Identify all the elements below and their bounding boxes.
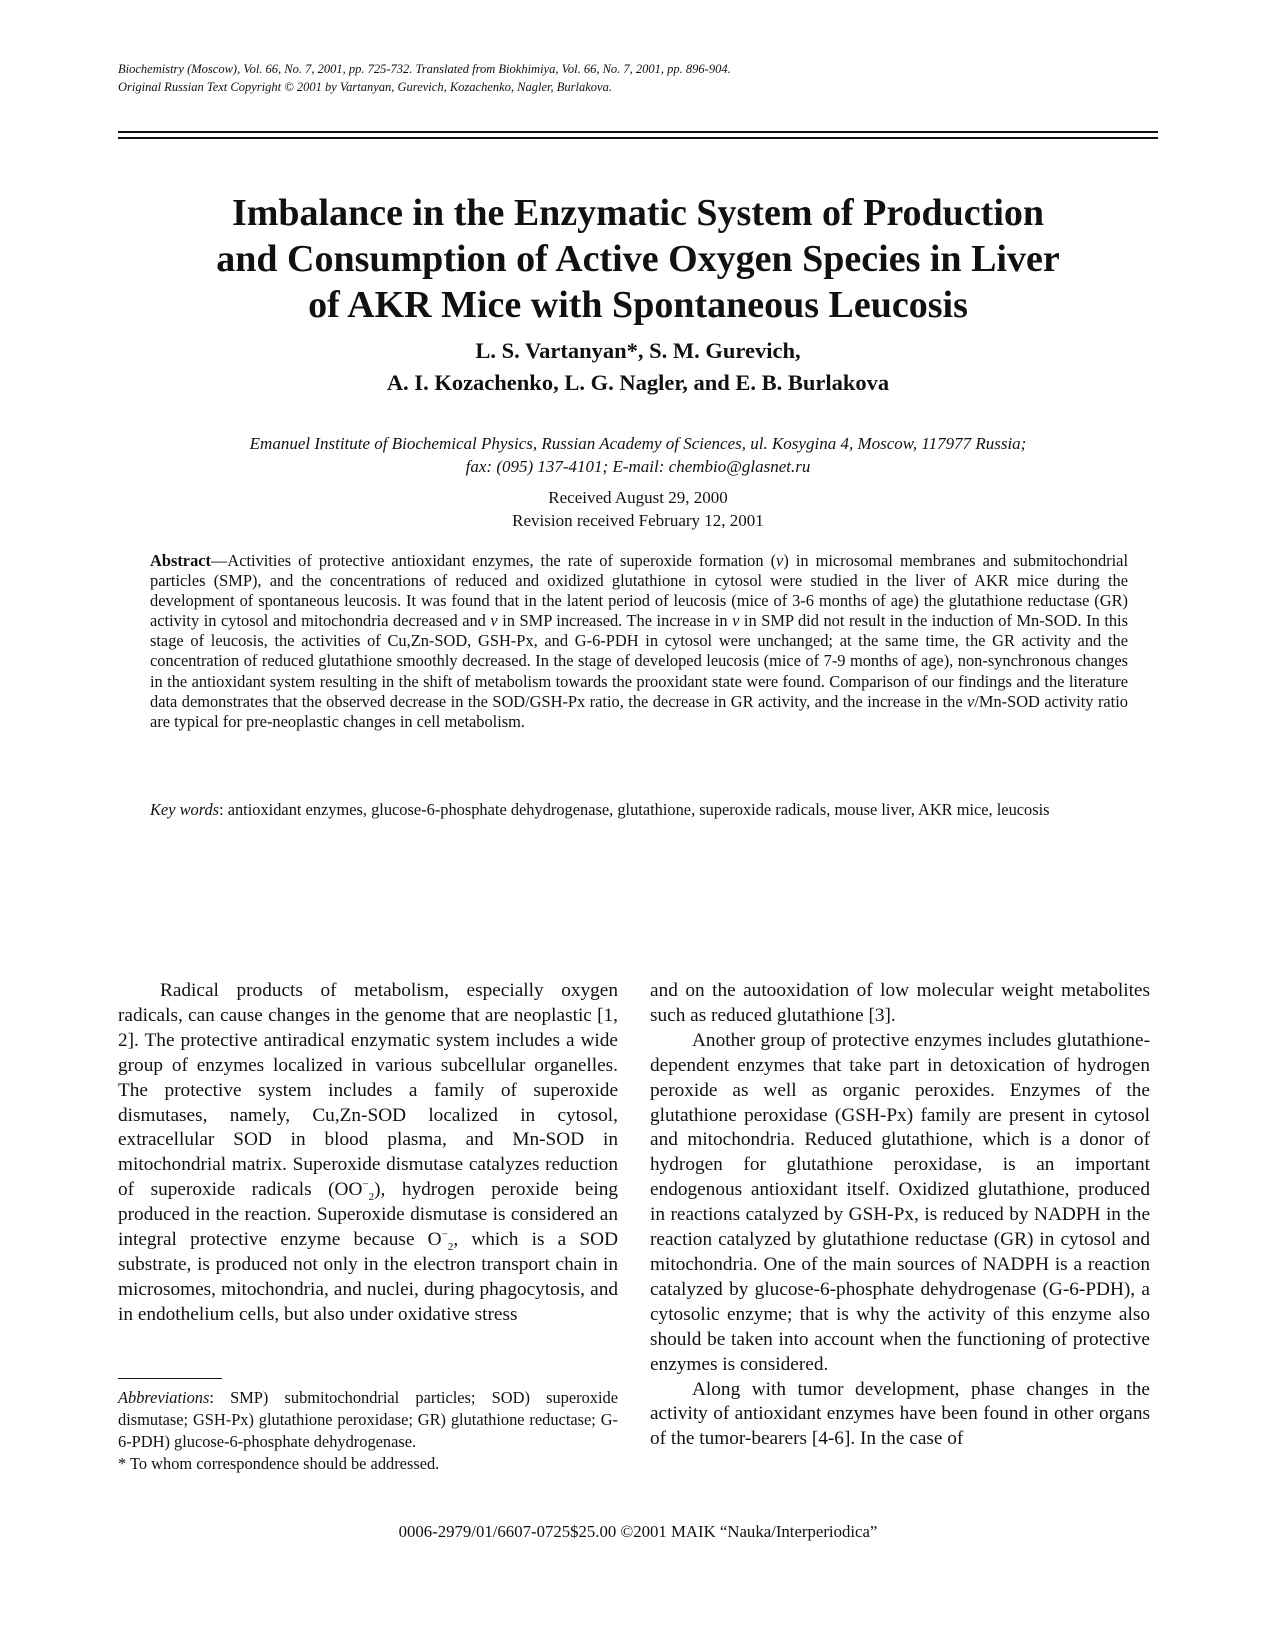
- abstract-text-2: ) in microsomal membranes and submitochondrial particles (SMP), and the concentrations of reduced and oxidized glutathione in cytosol were studied in the liver of AKR mice during the development of spontaneous leucosis. It was found that in the latent period of leucosis (mice of 3-6 months of age) the glutathione reductase (GR) activity in cytosol and mitochondria decreased and: [150, 551, 1129, 631]
- abstract-dash: —: [211, 551, 228, 570]
- header-rule-bottom: [118, 137, 1158, 139]
- body-text: Radical products of metabolism, especially oxygen radicals, can cause changes in the genome that are neoplastic [1, 2]. The protective antiradical enzymatic system includes a wide group of enzymes localized in various subcellular organelles. The protective system includes a family of superoxide dismutases, namely, Cu,Zn-SOD localized in cytosol, extracellular SOD in blood plasma, and Mn-SOD in mitochondrial matrix. Superoxide dismutase catalyzes reduction of superoxide radicals (O: [118, 980, 618, 1201]
- keywords-label: Key words: [150, 800, 220, 819]
- body-paragraph: Along with tumor development, phase changes in the activity of antioxidant enzymes have been found in other organs of the tumor-bearers [4-6]. In the case of: [650, 1378, 1150, 1450]
- superoxide-subscript: 2: [447, 1240, 454, 1253]
- superoxide-formula: [441, 1228, 454, 1253]
- received-dates: [118, 486, 1158, 532]
- journal-line-1: Biochemistry (Moscow), Vol. 66, No. 7, 2001, pp. 725-732. Translated from Biokhimiya, Vol. 66, No. 7, 2001, pp. 896-904.: [118, 62, 731, 76]
- title-line-3: of AKR Mice with Spontaneous Leucosis: [308, 284, 968, 326]
- body-column-right: [650, 979, 1150, 1452]
- authors-line-1: L. S. Vartanyan*, S. M. Gurevich,: [475, 338, 801, 363]
- superoxide-subscript: 2: [368, 1191, 375, 1204]
- author-list: [118, 335, 1158, 399]
- abbreviations-text: : SMP) submitochondrial particles; SOD) superoxide dismutase; GSH-Px) glutathione peroxidase; GR) glutathione reductase; G-6-PDH) glucose-6-phosphate dehydrogenase.: [118, 1388, 618, 1451]
- title-line-1: Imbalance in the Enzymatic System of Production: [231, 192, 1045, 234]
- abstract: [150, 551, 1128, 732]
- copyright-line: 0006-2979/01/6607-0725$25.00 ©2001 MAIK “Nauka/Interperiodica”: [398, 1522, 878, 1541]
- abstract-label: Abstract: [150, 551, 211, 570]
- affiliation: [118, 432, 1158, 478]
- abstract-text-3: in SMP increased. The increase in: [497, 611, 733, 631]
- abbreviations-label: Abbreviations: [118, 1388, 210, 1407]
- keywords-text: : antioxidant enzymes, glucose-6-phosphate dehydrogenase, glutathione, superoxide radicals, mouse liver, AKR mice, leucosis: [219, 800, 1050, 819]
- abstract-v: v: [732, 611, 740, 631]
- body-paragraph: Another group of protective enzymes includes glutathione-dependent enzymes that take part in detoxication of hydrogen peroxide as well as organic peroxides. Enzymes of the glutathione peroxidase (GSH-Px) family are present in cytosol and mitochondria. Reduced glutathione, which is a donor of hydrogen for glutathione peroxidase, is an important endogenous antioxidant itself. Oxidized glutathione, produced in reactions catalyzed by GSH-Px, is reduced by NADPH in the reaction catalyzed by glutathione reductase (GR) in cytosol and mitochondria. One of the main sources of NADPH is a reaction catalyzed by glucose-6-phosphate dehydrogenase (G-6-PDH), a cytosolic enzyme; that is why the activity of this enzyme also should be taken into account when the functioning of protective enzymes is considered.: [650, 1029, 1150, 1375]
- abstract-v: v: [776, 551, 784, 570]
- abstract-v: v: [967, 691, 975, 711]
- body-text: , which is a SOD substrate, is produced not only in the electron transport chain in microsomes, mitochondria, and nuclei, during phagocytosis, and in endothelium cells, but also under oxidative stress: [118, 1229, 618, 1325]
- body-paragraph: and on the autooxidation of low molecular weight metabolites such as reduced glutathione [3].: [650, 980, 1150, 1026]
- superoxide-charge: −: [362, 1178, 369, 1191]
- abstract-text-4: in SMP did not result in the induction of Mn-SOD. In this stage of leucosis, the activities of Cu,Zn-SOD, GSH-Px, and G-6-PDH in cytosol were unchanged; at the same time, the GR activity and the concentration of reduced glutathione smoothly decreased. In the stage of developed leucosis (mice of 7-9 months of age), non-synchronous changes in the antioxidant system resulting in the shift of metabolism towards the prooxidant state were found. Comparison of our findings and the literature data demonstrates that the observed decrease in the SOD/GSH-Px ratio, the decrease in GR activity, and the increase in the: [150, 611, 1128, 711]
- header-rule-top: [118, 131, 1158, 133]
- abbreviations-note: [118, 1387, 618, 1453]
- body-paragraph: [118, 979, 618, 1328]
- authors-line-2: A. I. Kozachenko, L. G. Nagler, and E. B. Burlakova: [386, 370, 890, 395]
- superoxide-charge: −: [441, 1228, 448, 1241]
- body-column-left: [118, 979, 618, 1328]
- affiliation-line-1: Emanuel Institute of Biochemical Physics, Russian Academy of Sciences, ul. Kosygina 4, Moscow, 117977 Russia;: [249, 434, 1027, 453]
- keywords: [150, 799, 1128, 821]
- correspondence-note: * To whom correspondence should be addressed.: [118, 1454, 440, 1473]
- affiliation-line-2: fax: (095) 137-4101; E-mail: chembio@glasnet.ru: [465, 457, 811, 476]
- abstract-text-5: /Mn-SOD activity ratio are typical for pre-neoplastic changes in cell metabolism.: [150, 691, 1128, 731]
- journal-citation: [118, 60, 1158, 96]
- body-text: ), hydrogen peroxide being produced in the reaction. Superoxide dismutase is considered an integral protective enzyme because O: [118, 1179, 618, 1251]
- paper-title: [118, 190, 1158, 328]
- abstract-v: v: [490, 611, 498, 631]
- received-date: Received August 29, 2000: [548, 488, 728, 507]
- footnotes: [118, 1387, 618, 1475]
- abstract-text-1: Activities of protective antioxidant enzymes, the rate of superoxide formation (: [227, 551, 777, 570]
- title-line-2: and Consumption of Active Oxygen Species in Liver: [216, 238, 1060, 280]
- revision-date: Revision received February 12, 2001: [512, 511, 764, 530]
- journal-line-2: Original Russian Text Copyright © 2001 by Vartanyan, Gurevich, Kozachenko, Nagler, Burlakova.: [118, 80, 612, 94]
- footnote-rule: [118, 1378, 222, 1379]
- superoxide-formula: $O^-_2$: [348, 1178, 375, 1204]
